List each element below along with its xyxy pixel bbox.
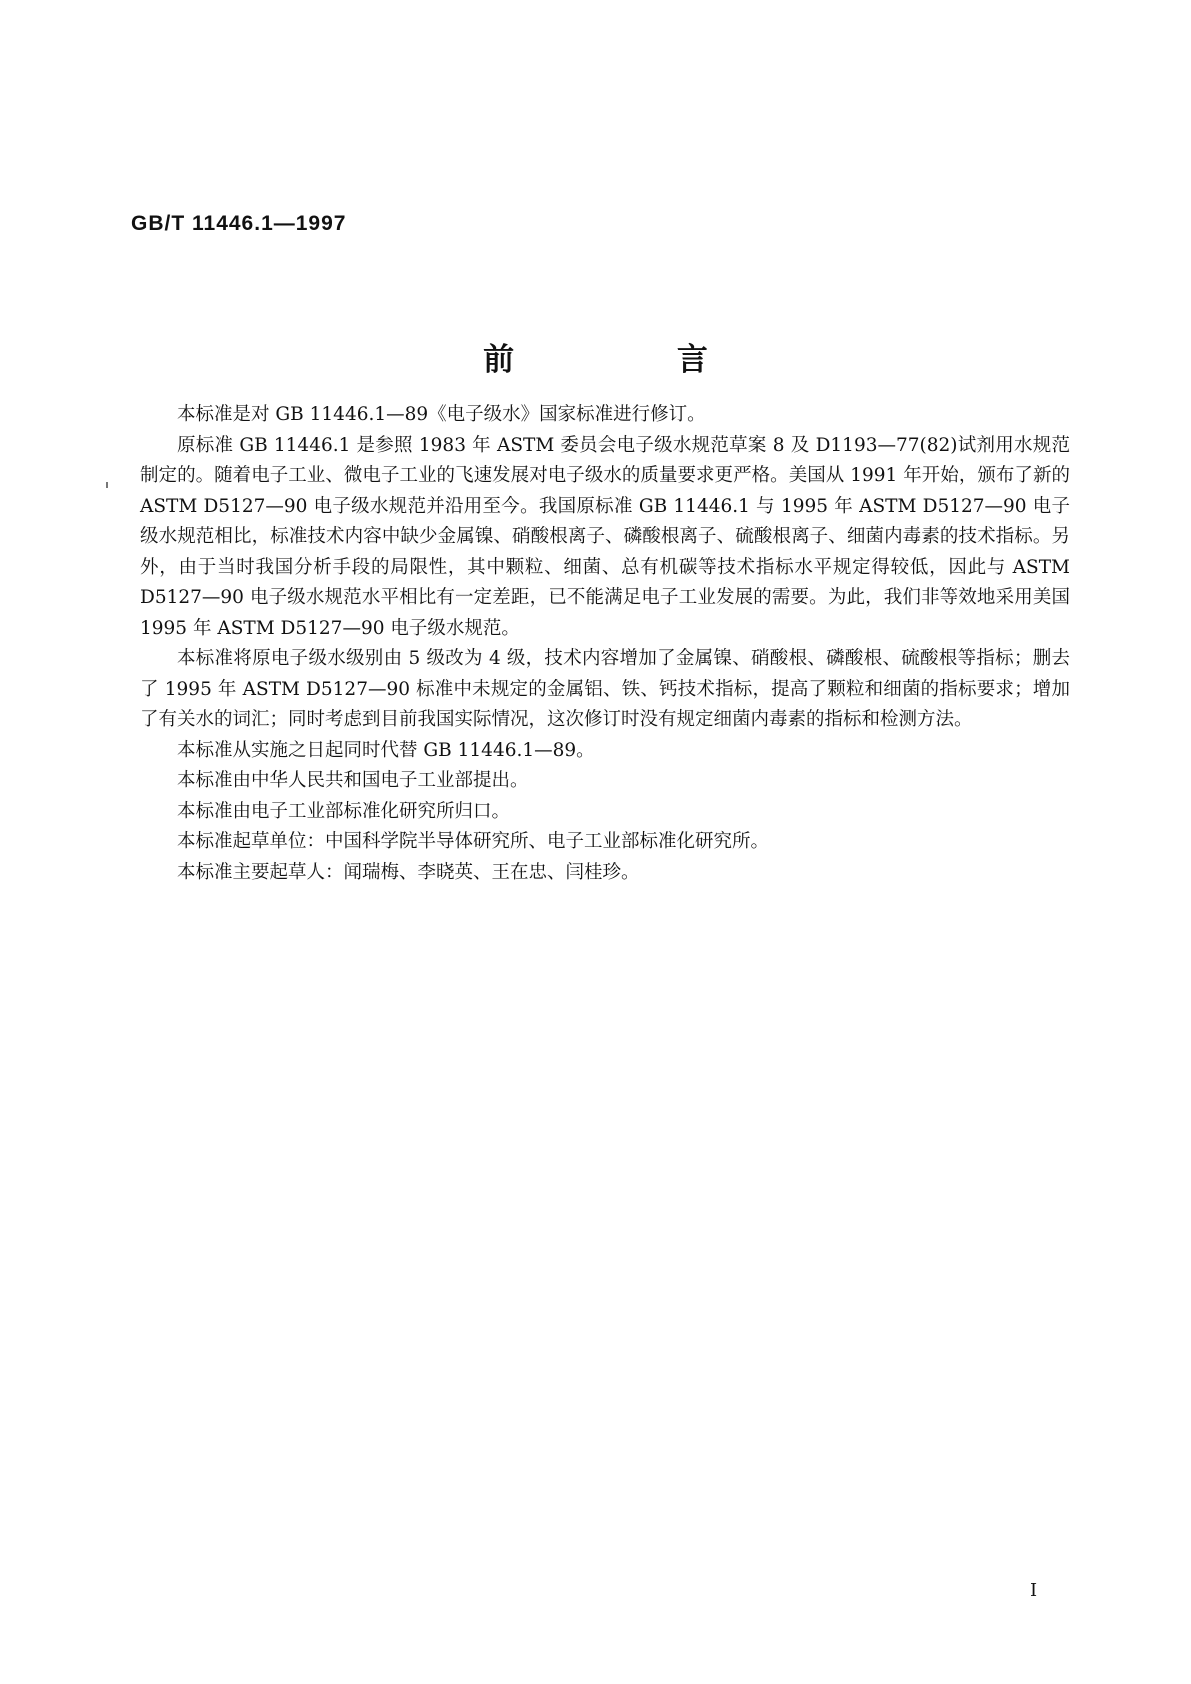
paragraph-drafters: 本标准主要起草人：闻瑞梅、李晓英、王在忠、闫桂珍。 bbox=[177, 861, 640, 883]
foreword-body bbox=[140, 400, 1070, 888]
page-title: 前 言 bbox=[483, 342, 784, 378]
paragraph-administered-by: 本标准由电子工业部标准化研究所归口。 bbox=[177, 800, 511, 822]
page-number: I bbox=[1030, 1580, 1038, 1601]
paragraph-supersedes: 本标准从实施之日起同时代替 GB 11446.1—89。 bbox=[177, 739, 595, 761]
scan-mark bbox=[106, 482, 108, 488]
paragraph-revision-intro: 本标准是对 GB 11446.1—89《电子级水》国家标准进行修订。 bbox=[177, 404, 706, 425]
paragraph-drafting-units: 本标准起草单位：中国科学院半导体研究所、电子工业部标准化研究所。 bbox=[177, 831, 770, 852]
standard-code: GB/T 11446.1—1997 bbox=[131, 212, 347, 235]
paragraph-changes: 本标准将原电子级水级别由 5 级改为 4 级，技术内容增加了金属镍、硝酸根、磷酸根、硫酸根等指标；删去了 1995 年 ASTM D5127—90 标准中未规定的金属铝、铁、钙技术指标，提高了颗粒和细菌的指标要求；增加了有关水的词汇；同时考虑到目前我国实际情况，这次修订时没有规定细菌内毒素的指标和检测方法。 bbox=[140, 648, 1070, 730]
paragraph-background: 原标准 GB 11446.1 是参照 1983 年 ASTM 委员会电子级水规范草案 8 及 D1193—77(82)试剂用水规范制定的。随着电子工业、微电子工业的飞速发展对电子级水的质量要求更严格。美国从 1991 年开始，颁布了新的 ASTM D5127—90 电子级水规范并沿用至今。我国原标准 GB 11446.1 与 1995 年 ASTM D5127—90 电子级水规范相比，标准技术内容中缺少金属镍、硝酸根离子、磷酸根离子、硫酸根离子、细菌内毒素的技术指标。另外，由于当时我国分析手段的局限性，其中颗粒、细菌、总有机碳等技术指标水平规定得较低，因此与 ASTM D5127—90 电子级水规范水平相比有一定差距，已不能满足电子工业发展的需要。为此，我们非等效地采用美国 1995 年 ASTM D5127—90 电子级水规范。 bbox=[140, 434, 1070, 639]
paragraph-proposed-by: 本标准由中华人民共和国电子工业部提出。 bbox=[177, 770, 529, 791]
